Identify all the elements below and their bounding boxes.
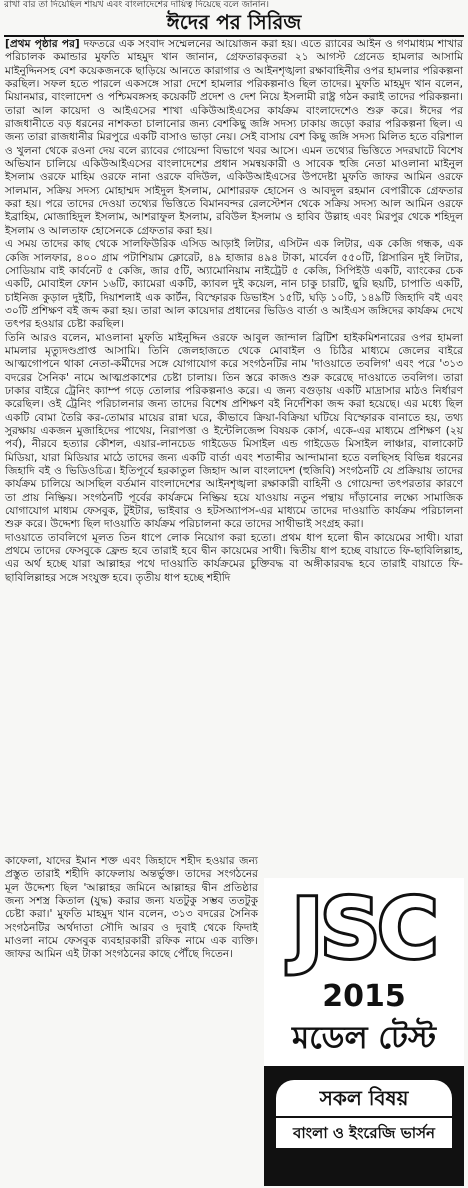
ad-title: মডেল টেস্ট [292, 1020, 436, 1056]
continuation-marker: [প্রথম পৃষ্ঠার পর] [5, 38, 80, 50]
article-continued-column: কাফেলা, যাদের ইমান শক্ত এবং জিহাদে শহীদ হওয়ার জন্য প্রস্তুত তারাই শহীদি কাফেলায় অন্তর্ভুক্ত। তাদের সংগঠনের মূল উদ্দেশ্য ছিল 'আল্লাহর জমিনে আল্লাহর দ্বীন প্রতিষ্ঠার জন্য সশস্ত্র কিতাল (যুদ্ধ) করার জন্য যতটুকু সম্ভব ততটুকু চেষ্টা করা।' মুফতি মাহমুদ খান বলেন, ৩১৩ বদরের সৈনিক সংগঠনটির অর্থদাতা সৌদি আরব ও দুবাই থেকে ফিদাই মাওলা নামে ফেসবুক ব্যবহারকারী রফিক নামে এক ব্যক্তি। জাফর আমিন এই টাকা সংগঠনের কাছে পৌঁছে দিতেন। [5, 855, 258, 961]
ad-version: বাংলা ও ইংরেজি ভার্সন [276, 1118, 452, 1148]
article-headline: ঈদের পর সিরিজ [166, 10, 302, 34]
ad-year: 2015 [322, 979, 406, 1014]
ad-brand-logo: JSC [292, 882, 436, 977]
article-paragraph [5, 38, 463, 238]
article-paragraph: দাওয়াতে তাবলিগে মূলত তিন ধাপে লোক নিয়োগ করা হতো। প্রথম ধাপ হলো দ্বীন কায়েমের সাথী। যারা প্রথমে তাদের ফেসবুকে ফ্রেন্ড হবে তারাই হবে দ্বীন কায়েমের সাথী। দ্বিতীয় ধাপ হচ্ছে বায়াতে ফি-ছাবিলিল্লাহ, এর অর্থ হচ্ছে যারা আল্লাহর পথে দাওয়াতি কার্যক্রমের চুক্তিবদ্ধ বা অঙ্গীকারবদ্ধ হবে তারাই বায়াতে ফি-ছাবিলিল্লাহর সঙ্গে সংযুক্ত হবে। তৃতীয় ধাপ হচ্ছে শহীদি [5, 531, 463, 584]
jsc-advertisement[interactable] [264, 878, 464, 1186]
article-paragraph: তিনি আরও বলেন, মাওলানা মুফতি মাইনুদ্দিন ওরফে আবুল জান্দাল ব্রিটিশ হাইকমিশনারের ওপর হামলা মামলার মৃত্যুদণ্ডপ্রাপ্ত আসামি। তিনি জেলহাজতে থেকে মোবাইল ও চিঠির মাধ্যমে জেলের বাইরে আত্মগোপনে থাকা নেতা-কর্মীদের সঙ্গে যোগাযোগ করে সংগঠনটির নাম 'দাওয়াতে তবলিগ' এবং পরে '৩১৩ বদরের সৈনিক' নামে আত্মপ্রকাশের চেষ্টা চালায়। তিন স্তরে কাজও শুরু করেছে দাওয়াতে তবলিগ। তারা ঢাকার বাইরে ট্রেনিং ক্যাম্প গড়ে তোলার পরিকল্পনাও করে। এ জন্য বগুড়ায় একটি মাদ্রাসার মাঠও নির্ধারণ করেছিল। ওই ট্রেনিং পরিচালনার জন্য তাদের বিশেষ প্রশিক্ষণ বই নির্দেশিকা জব্দ করা হয়েছে। এর মধ্যে ছিল একটি বোমা তৈরি কর-তোমার মায়ের রান্না ঘরে, কীভাবে ক্রিয়া-বিক্রিয়া ঘটিয়ে বিস্ফোরক বানাতে হয়, তথ্য সুরক্ষায় একজন মুজাহিদের পাথেয়, নিরাপত্তা ও ইন্টেলিজেন্স বিষয়ক কোর্স, একে-এর মাধ্যমে প্রশিক্ষণ (২য় পর্ব), নীরবে হত্যার কৌশল, এয়ার-লানচেড গাইডেড মিসাইল এন্ড গাইডেড মিসাইল লাঞ্চার, বালাকোট মিডিয়া, যারা মিডিয়ার মাঠে তাদের জন্য একটি বার্তা এবং শতাব্দীর আন্দামানা হতে বলছিসহ বিভিন্ন ধরনের জিহাদি বই ও ভিডিওচিত্র। ইতিপূর্বে হরকাতুল জিহাদ আল বাংলাদেশ (হুজিবি) সংগঠনটি যে প্রক্রিয়ায় তাদের কার্যক্রম চালিয়ে আসছিল বর্তমান বাংলাদেশের আইনশৃঙ্খলা রক্ষাকারী বাহিনী ও গোয়েন্দা তৎপরতার কারণে তা প্রায় নিষ্ক্রিয়। সংগঠনটি পূর্বের কার্যক্রমে নিষ্ক্রিয় হয়ে যাওয়ায় নতুন পন্থায় দাঁড়ানোর লক্ষ্যে সামাজিক যোগাযোগ মাধ্যম ফেসবুক, টুইটার, ভাইবার ও হটসঅ্যাপস-এর মাধ্যমে তাদের দাওয়াতি কার্যক্রম পরিচালনা শুরু করে। উদ্দেশ্য ছিল দাওয়াতি কার্যক্রম পরিচালনা করে তাদের সাথীভাই সংগ্রহ করা। [5, 331, 463, 531]
ad-subjects: সকল বিষয় [276, 1080, 452, 1116]
article-body [5, 38, 463, 585]
previous-article-line: রাখা বার তা দিয়েছিল শায়খ এবং বাংলাদেশের দায়িত্ব দিয়েছে বলে জানান। [4, 0, 269, 10]
article-paragraph: এ সময় তাদের কাছ থেকে সালফিউরিক এসিড আড়াই লিটার, এসিটন এক লিটার, এক কেজি গন্ধক, এক কেজি সালফার, ৪০০ গ্রাম পটাশিয়াম ক্লোরেট, ৪৯ হাজার ৪৯৪ টাকা, মার্বেল ৫৫০টি, গ্লিসারিন দুই লিটার, সোডিয়াম বাই কার্বনেট ৫ কেজি, জার ৫টি, অ্যামোনিয়াম নাইট্রেট ৫ কেজি, সিপিইউ একটি, ব্যাংকের চেক একটি, মোবাইল ফোন ১৬টি, ক্যামেরা একটি, ক্যাবল দুই কয়েল, নান চাকু চারটি, ছুরি ছয়টি, চাপাতি একটি, চাইনিজ কুড়াল দুইটি, দিয়াশলাই এক কার্টন, বিস্ফোরক ডিভাইস ১৫টি, ঘড়ি ১০টি, ১৪৯টি জিহাদি বই এবং ৩০টি প্রশিক্ষণ বই জব্দ করা হয়। তারা আল কায়েদার প্রধানের ভিডিও বার্তা ও আইএস জঙ্গিদের কার্যক্রম দেখে তৎপর হওয়ার চেষ্টা করছিল। [5, 238, 463, 331]
paragraph-text: দফতরে এক সংবাদ সম্মেলনের আয়োজন করা হয়। এতে র‌্যাবের আইন ও গণমাধ্যম শাখার পরিচালক কমান্ডার মুফতি মাহমুদ খান জানান, গ্রেফতারকৃতরা ২১ আগস্ট গ্রেনেড হামলার আসামি মাইনুদ্দিনসহ বেশ কয়েকজনকে ছাড়িয়ে আনতে কারাগার ও আইনশৃঙ্খলা রক্ষাবাহিনীর ওপর হামলার পরিকল্পনা করছিল। সফল হতে পারলে একসঙ্গে সারা দেশে হামলার পরিকল্পনাও ছিল তাদের। মুফতি মাহমুদ খান বলেন, মিয়ানমার, বাংলাদেশ ও পশ্চিমবঙ্গসহ কয়েকটি প্রদেশ ও দেশ নিয়ে ইসলামী রাষ্ট্র গঠন করাই তাদের পরিকল্পনা। তারা আল কায়েদা ও আইএসের শাখা একিউআইএসের কার্যক্রম বাংলাদেশেও শুরু করে। ঈদের পর রাজধানীতে বড় ধরনের নাশকতা চালানোর জন্য বেশকিছু জঙ্গি সদস্য ঢাকায় জড়ো করার পরিকল্পনা ছিল। এ জন্য তারা রাজধানীর মিরপুরে একটি বাসাও ভাড়া নেয়। সেই বাসায় বেশ কিছু জঙ্গি সদস্য মিলিত হতে বরিশাল ও খুলনা থেকে রওনা দেয় বলে র‌্যাবের গোয়েন্দা বিভাগে খবর আসে। এমন তথ্যের ভিত্তিতে সদরঘাটে বিশেষ অভিযান চালিয়ে একিউআইএসের বাংলাদেশের প্রধান সমন্বয়কারী ও সাবেক হুজি নেতা মাওলানা মাইনুল ইসলাম ওরফে মাহিম ওরফে নানা ওরফে বদিউল, একিউআইএসের উপদেষ্টা মুফতি জাফর আমিন ওরফে সালমান, সক্রিয় সদস্য মোহাম্মদ সাইদুল ইসলাম, মোশাররফ হোসেন ও আবদুল রহমান বেপারীকে গ্রেফতার করা হয়। পরে তাদের দেওয়া তথ্যের ভিত্তিতে বিমানবন্দর রেলস্টেশন থেকে সক্রিয় সদস্য আল আমিন ওরফে ইব্রাহিম, মোজাহিদুল ইসলাম, আশরাফুল ইসলাম, রবিউল ইসলাম ও হাবিব উল্লাহ এবং মিরপুর থেকে শহিদুল ইসলাম ও আলতাফ হোসেনকে গ্রেফতার করা হয়। [5, 38, 463, 237]
headline-rule [4, 35, 464, 37]
ad-footer-panel [264, 1066, 464, 1186]
